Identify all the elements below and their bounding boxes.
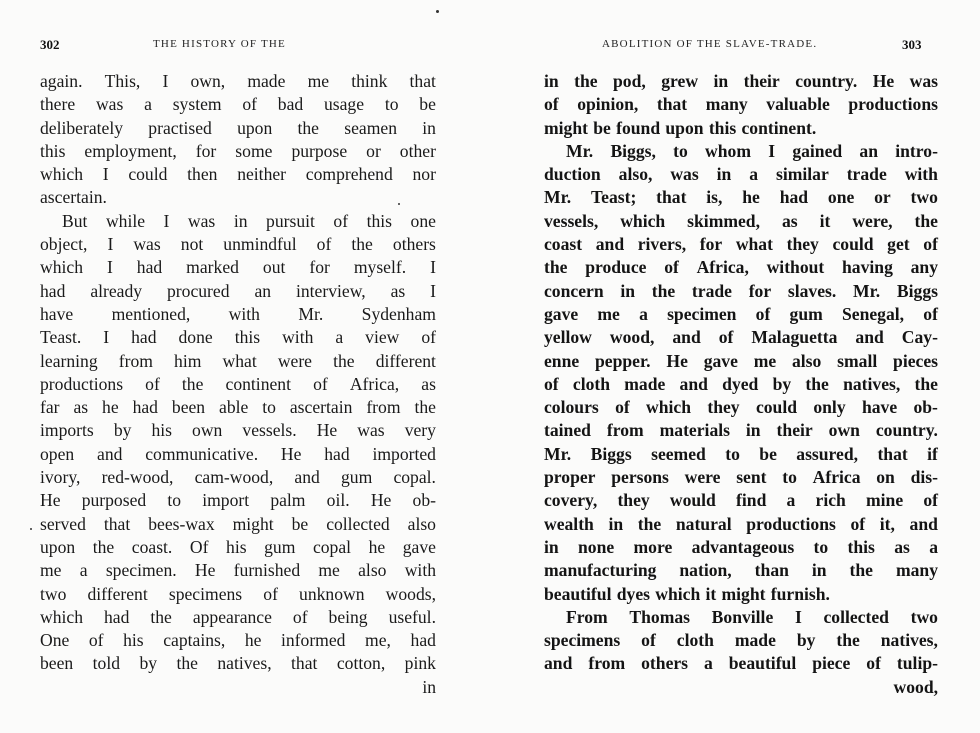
text-line: again. This, I own, made me think that — [40, 71, 436, 91]
body-text — [544, 70, 938, 699]
running-head: ABOLITION OF THE SLAVE-TRADE. — [602, 38, 818, 50]
text-line: me a specimen. He furnished me also with — [40, 560, 436, 581]
text-line: had already procured an interview, as I — [40, 280, 436, 301]
page-number: 303 — [902, 37, 922, 52]
text-line: far as he had been able to ascertain from the — [40, 397, 436, 418]
body-text — [40, 70, 436, 699]
text-line: two different specimens of unknown woods, — [40, 583, 436, 604]
text-line: been told by the natives, that cotton, pink — [40, 653, 436, 674]
text-line: coast and rivers, for what they could get of — [544, 234, 938, 255]
text-line: colours of which they could only have ob- — [544, 397, 938, 418]
text-line: the produce of Africa, without having any — [544, 257, 938, 278]
scan-speck — [398, 203, 400, 205]
text-line: manufacturing nation, than in the many — [544, 560, 938, 581]
text-line: open and communicative. He had imported — [40, 443, 436, 464]
text-line: upon the coast. Of his gum copal he gave — [40, 536, 436, 557]
text-line: object, I was not unmindful of the others — [40, 234, 436, 255]
scan-speck — [30, 528, 32, 530]
page-number: 302 — [40, 37, 60, 52]
text-line: ascertain. — [40, 187, 107, 208]
text-line: duction also, was in a similar trade with — [544, 164, 938, 185]
text-line: wealth in the natural productions of it, and — [544, 513, 938, 534]
text-line: imports by his own vessels. He was very — [40, 420, 436, 441]
text-line: Mr. Teast; that is, he had one or two — [544, 187, 938, 208]
text-line: this employment, for some purpose or other — [40, 140, 436, 161]
text-line: He purposed to import palm oil. He ob- — [40, 490, 436, 511]
right-page — [490, 0, 980, 733]
text-line: Mr. Biggs seemed to be assured, that if — [544, 443, 938, 464]
text-line: enne pepper. He gave me also small pieces — [544, 350, 938, 371]
text-line: productions of the continent of Africa, as — [40, 373, 436, 394]
text-line: yellow wood, and of Malaguetta and Cay- — [544, 327, 938, 348]
text-line: which I could then neither comprehend nor — [40, 164, 436, 185]
text-line: and from others a beautiful piece of tulip- — [544, 653, 938, 674]
text-line: served that bees-wax might be collected also — [40, 513, 436, 534]
text-line: which had the appearance of being useful. — [40, 606, 436, 627]
text-line: But while I was in pursuit of this one — [62, 210, 436, 231]
text-line: Mr. Biggs, to whom I gained an intro- — [566, 140, 938, 161]
text-line: One of his captains, he informed me, had — [40, 630, 436, 651]
text-line: Teast. I had done this with a view of — [40, 327, 436, 348]
text-line: there was a system of bad usage to be — [40, 94, 436, 115]
text-line: might be found upon this continent. — [544, 117, 817, 138]
text-line: specimens of cloth made by the natives, — [544, 630, 938, 651]
text-line: tained from materials in their own country. — [544, 420, 938, 441]
text-line: From Thomas Bonville I collected two — [566, 606, 938, 627]
running-head: THE HISTORY OF THE — [153, 38, 286, 50]
text-line: concern in the trade for slaves. Mr. Biggs — [544, 280, 938, 301]
text-line: have mentioned, with Mr. Sydenham — [40, 303, 436, 324]
text-line: proper persons were sent to Africa on dis- — [544, 467, 938, 488]
text-line: ivory, red-wood, cam-wood, and gum copal. — [40, 467, 436, 488]
text-line: beautiful dyes which it might furnish. — [544, 583, 830, 604]
text-line: of opinion, that many valuable productions — [544, 94, 938, 115]
text-line: in the pod, grew in their country. He was — [544, 71, 938, 91]
text-line: learning from him what were the different — [40, 350, 436, 371]
scan-speck — [436, 10, 439, 13]
text-line: deliberately practised upon the seamen in — [40, 117, 436, 138]
text-line: in — [422, 676, 436, 697]
text-line: covery, they would find a rich mine of — [544, 490, 938, 511]
text-line: which I had marked out for myself. I — [40, 257, 436, 278]
text-line: wood, — [893, 676, 938, 697]
text-line: vessels, which skimmed, as it were, the — [544, 210, 938, 231]
text-line: of cloth made and dyed by the natives, the — [544, 373, 938, 394]
text-line: gave me a specimen of gum Senegal, of — [544, 303, 938, 324]
text-line: in none more advantageous to this as a — [544, 536, 938, 557]
